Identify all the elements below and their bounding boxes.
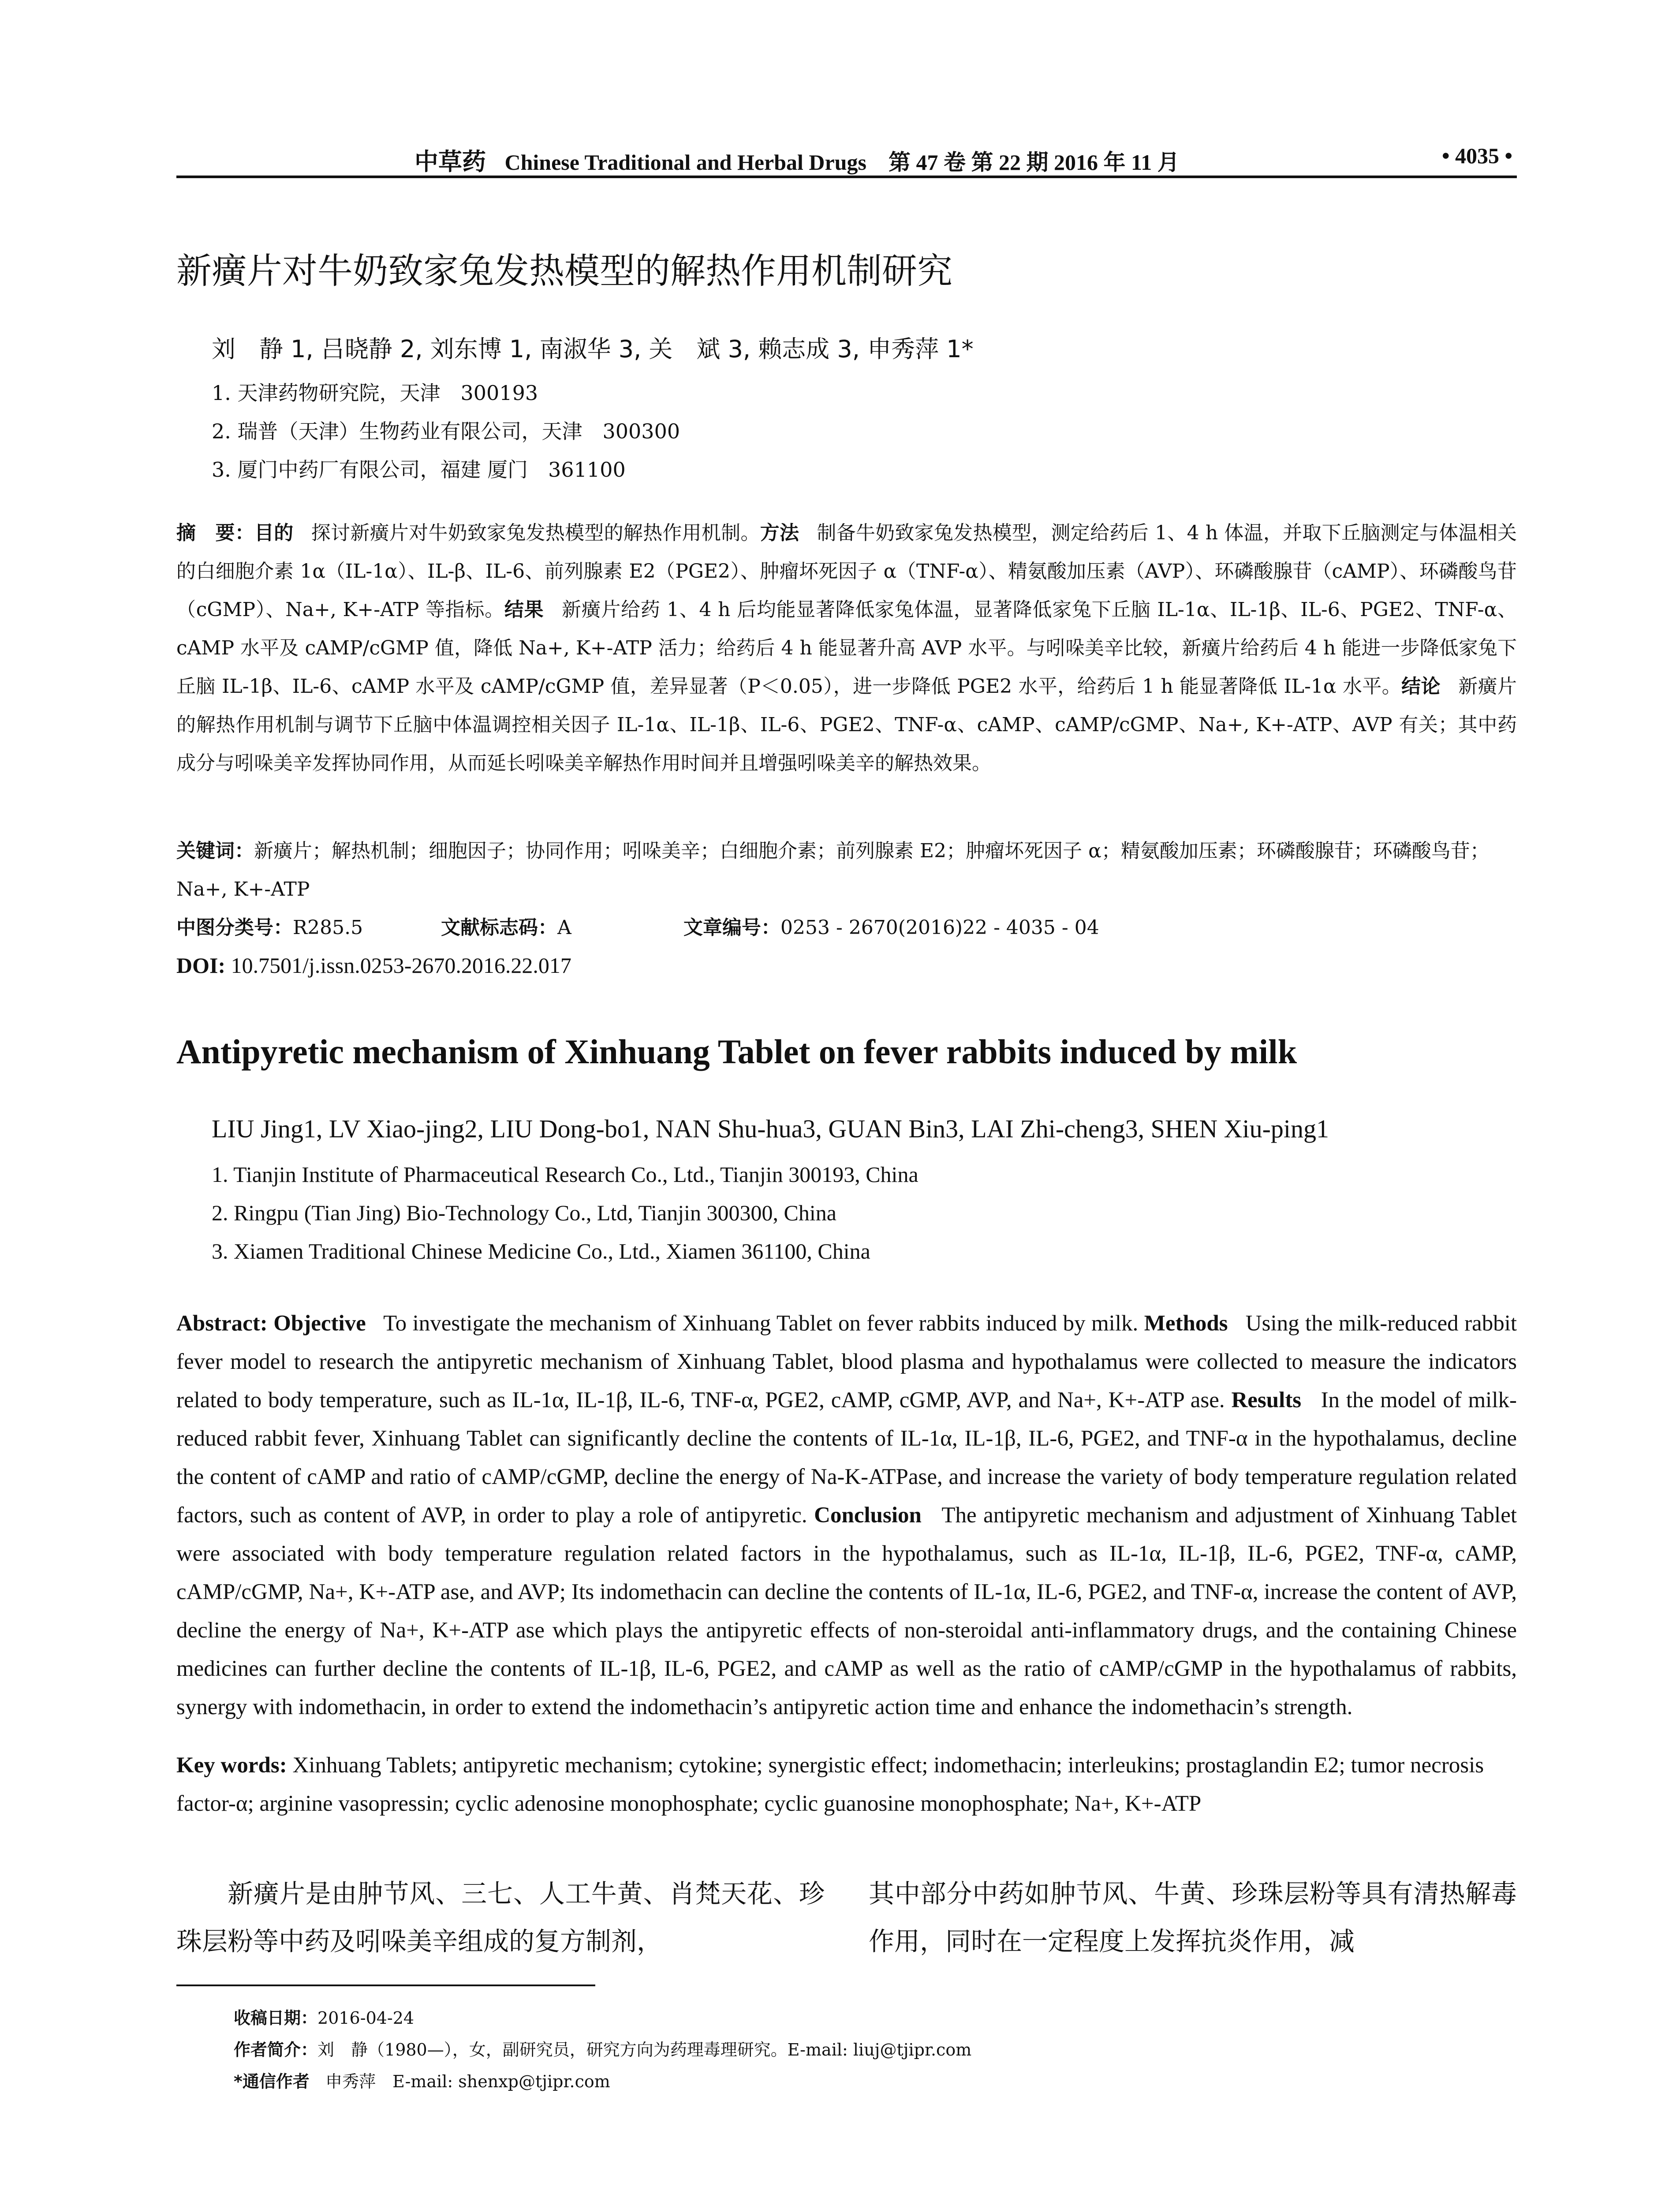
conclusion-text: 新癀片的解热作用机制与调节下丘脑中体温调控相关因子 IL-1α、IL-1β、IL-6、PGE2、TNF-α、cAMP、cAMP/cGMP、Na+, K+-ATP、AVP 有关；其中药成分与吲哚美辛发挥协同作用，从而延长吲哚美辛解热作用时间并且增强吲哚美辛的解热效果。	[176, 675, 1517, 774]
doi-line	[176, 946, 1517, 985]
results-text: 新癀片给药 1、4 h 后均能显著降低家兔体温，显著降低家兔下丘脑 IL-1α、IL-1β、IL-6、PGE2、TNF-α、cAMP 水平及 cAMP/cGMP 值，降低 Na+, K+-ATP 活力；给药后 4 h 能显著升高 AVP 水平。与吲哚美辛比较，新癀片给药后 4 h 能进一步降低家兔下丘脑 IL-1β、IL-6、cAMP 水平及 cAMP/cGMP 值，差异显著（P＜0.05），进一步降低 PGE2 水平，给药后 1 h 能显著降低 IL-1α 水平。	[176, 598, 1517, 698]
affiliation-3: 3. 厦门中药厂有限公司，福建 厦门 361100	[212, 458, 626, 482]
results-label: 结果	[504, 598, 544, 621]
en-objective-label: Objective	[273, 1311, 366, 1336]
running-header	[176, 140, 1517, 178]
footnotes	[234, 2002, 1512, 2097]
en-methods-text: Using the milk-reduced rabbit fever model to research the antipyretic mechanism of Xinhuang Tablet, blood plasma and hypothalamus were collected to measure the indicators related to body temperature, such as IL-1α, IL-1β, IL-6, TNF-α, PGE2, cAMP, cGMP, AVP, and Na+, K+-ATP ase.	[176, 1311, 1517, 1413]
chinese-keywords	[176, 832, 1517, 908]
keywords-label: 关键词：	[176, 840, 254, 862]
author-label: 作者简介：	[234, 2040, 318, 2059]
article-no-value: 0253 - 2670(2016)22 - 4035 - 04	[780, 916, 1099, 939]
keywords-text: 新癀片；解热机制；细胞因子；协同作用；吲哚美辛；白细胞介素；前列腺素 E2；肿瘤坏死因子 α；精氨酸加压素；环磷酸腺苷；环磷酸鸟苷；Na+, K+-ATP	[176, 840, 1490, 901]
body-column-left: 新癀片是由肿节风、三七、人工牛黄、肖梵天花、珍珠层粉等中药及吲哚美辛组成的复方制剂，	[176, 1879, 825, 1956]
chinese-abstract	[176, 514, 1517, 782]
footnote-corresponding	[234, 2066, 1512, 2097]
en-conclusion-label: Conclusion	[814, 1503, 922, 1528]
chinese-authors: 刘 静 1, 吕晓静 2, 刘东博 1, 南淑华 3, 关 斌 3, 赖志成 3, 申秀萍 1*	[212, 335, 974, 363]
chinese-affiliations	[212, 374, 1490, 489]
objective-label: 目的	[254, 522, 294, 544]
en-affiliation-3: 3. Xiamen Traditional Chinese Medicine Co., Ltd., Xiamen 361100, China	[212, 1239, 870, 1263]
en-results-label: Results	[1231, 1388, 1302, 1413]
journal-line	[414, 143, 1180, 177]
methods-text: 制备牛奶致家兔发热模型，测定给药后 1、4 h 体温，并取下丘脑测定与体温相关的白细胞介素 1α（IL-1α）、IL-β、IL-6、前列腺素 E2（PGE2）、肿瘤坏死因子 α（TNF-α）、精氨酸加压素（AVP）、环磷酸腺苷（cAMP）、环磷酸鸟苷（cGMP）、Na+, K+-ATP 等指标。	[176, 522, 1517, 621]
corresponding-label: *通信作者	[234, 2072, 310, 2091]
affiliation-1: 1. 天津药物研究院，天津 300193	[212, 381, 538, 405]
en-methods-label: Methods	[1144, 1311, 1228, 1336]
english-authors: LIU Jing1, LV Xiao-jing2, LIU Dong-bo1, NAN Shu-hua3, GUAN Bin3, LAI Zhi-cheng3, SHEN Xiu-ping1	[212, 1114, 1329, 1143]
corresponding-value: 申秀萍 E-mail: shenxp@tjipr.com	[325, 2072, 610, 2091]
doc-code-value: A	[557, 916, 571, 939]
methods-label: 方法	[760, 522, 799, 544]
footnote-author	[234, 2034, 1512, 2066]
en-affiliation-2: 2. Ringpu (Tian Jing) Bio-Technology Co., Ltd, Tianjin 300300, China	[212, 1200, 836, 1225]
classification-line	[176, 908, 1517, 947]
english-title: Antipyretic mechanism of Xinhuang Tablet on fever rabbits induced by milk	[176, 1032, 1297, 1071]
author-value: 刘 静（1980—），女，副研究员，研究方向为药理毒理研究。E-mail: liuj@tjipr.com	[317, 2040, 972, 2059]
clc-label: 中图分类号：	[176, 916, 293, 939]
received-value: 2016-04-24	[317, 2008, 414, 2028]
body-column-right: 其中部分中药如肿节风、牛黄、珍珠层粉等具有清热解毒作用，同时在一定程度上发挥抗炎作用，减	[869, 1879, 1517, 1956]
en-affiliation-1: 1. Tianjin Institute of Pharmaceutical Research Co., Ltd., Tianjin 300193, China	[212, 1162, 918, 1187]
english-abstract	[176, 1304, 1517, 1727]
en-conclusion-text: The antipyretic mechanism and adjustment of Xinhuang Tablet were associated with body temperature regulation related factors in the hypothalamus, such as IL-1α, IL-1β, IL-6, PGE2, TNF-α, cAMP, cAMP/cGMP, Na+, K+-ATP ase, and AVP; Its indomethacin can decline the contents of IL-1α, IL-6, PGE2, and TNF-α, increase the content of AVP, decline the energy of Na+, K+-ATP ase which plays the antipyretic effects of non-steroidal anti-inflammatory drugs, and the containing Chinese medicines can further decline the contents of IL-1β, IL-6, PGE2, and cAMP as well as the ratio of cAMP/cGMP in the hypothalamus of rabbits, synergy with indomethacin, in order to extend the indomethacin’s antipyretic action time and enhance the indomethacin’s strength.	[176, 1503, 1517, 1719]
journal-issue-text: Chinese Traditional and Herbal Drugs 第 47 卷 第 22 期 2016 年 11 月	[504, 150, 1180, 175]
english-keywords	[176, 1746, 1517, 1823]
received-label: 收稿日期：	[234, 2008, 318, 2028]
article-no-label: 文章编号：	[683, 916, 780, 939]
en-keywords-label: Key words:	[176, 1753, 287, 1778]
doc-code-label: 文献标志码：	[441, 916, 557, 939]
en-abstract-label: Abstract:	[176, 1311, 268, 1336]
affiliation-2: 2. 瑞普（天津）生物药业有限公司，天津 300300	[212, 419, 680, 443]
en-objective-text: To investigate the mechanism of Xinhuang Tablet on fever rabbits induced by milk.	[383, 1311, 1139, 1336]
clc-value: R285.5	[293, 916, 363, 939]
journal-logo: 中草药	[414, 149, 486, 175]
footnote-divider	[176, 1984, 595, 1986]
en-keywords-text: Xinhuang Tablets; antipyretic mechanism; cytokine; synergistic effect; indomethacin; interleukins; prostaglandin E2; tumor necrosis factor-α; arginine vasopressin; cyclic adenosine monophosphate; cyclic guanosine monophosphate; Na+, K+-ATP	[176, 1753, 1484, 1816]
en-results-text: In the model of milk-reduced rabbit fever, Xinhuang Tablet can significantly decline the contents of IL-1α, IL-1β, IL-6, PGE2, and TNF-α in the hypothalamus, decline the content of cAMP and ratio of cAMP/cGMP, decline the energy of Na-K-ATPase, and increase the variety of body temperature regulation related factors, such as content of AVP, in order to play a role of antipyretic.	[176, 1388, 1517, 1528]
objective-text: 探讨新癀片对牛奶致家兔发热模型的解热作用机制。	[311, 522, 760, 544]
english-affiliations	[212, 1155, 1490, 1271]
chinese-title: 新癀片对牛奶致家兔发热模型的解热作用机制研究	[176, 250, 952, 292]
doi-value[interactable]: 10.7501/j.issn.0253-2670.2016.22.017	[231, 953, 571, 978]
footnote-received	[234, 2002, 1512, 2034]
page-number: • 4035 •	[1441, 143, 1512, 168]
doi-label: DOI:	[176, 953, 226, 978]
conclusion-label: 结论	[1401, 675, 1441, 698]
abstract-label: 摘 要：	[176, 522, 255, 544]
